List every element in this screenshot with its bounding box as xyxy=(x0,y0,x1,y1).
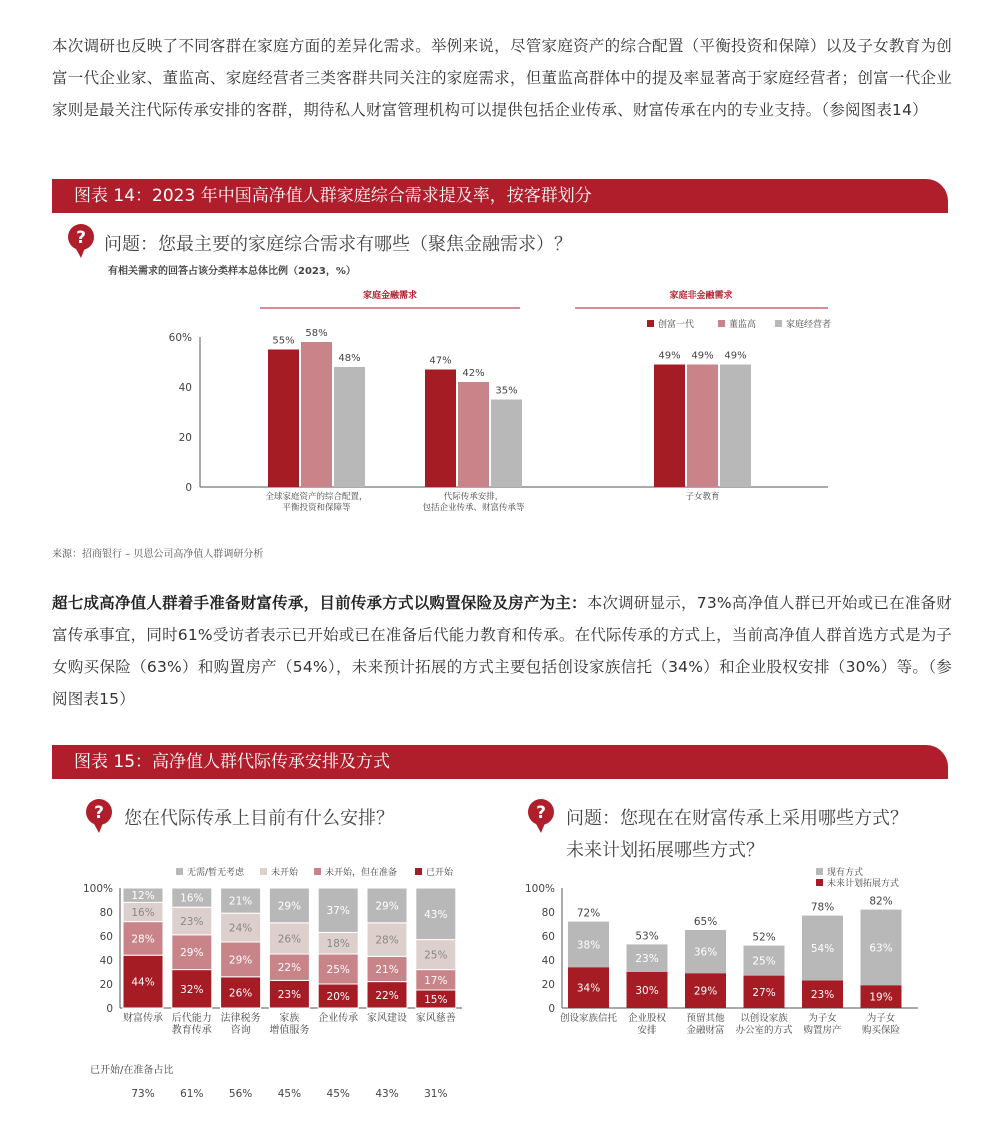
legend-label: 无需/暂无考虑 xyxy=(187,868,245,878)
category-label: 购买保险 xyxy=(861,1025,901,1036)
data-label: 15% xyxy=(424,994,448,1006)
category-label: 为子女 xyxy=(808,1013,837,1024)
total-label: 72% xyxy=(576,907,601,920)
data-label: 20% xyxy=(326,991,350,1003)
figure15-right-question-2: 未来计划拓展哪些方式？ xyxy=(566,840,764,861)
data-label: 29% xyxy=(375,900,399,913)
figure15-banner: 图表 15：高净值人群代际传承安排及方式 xyxy=(52,745,948,779)
data-label: 21% xyxy=(375,964,399,976)
category-label: 代际传承安排， xyxy=(443,492,504,502)
legend-label: 现有方式 xyxy=(827,868,864,878)
total-label: 65% xyxy=(693,916,718,928)
data-label: 43% xyxy=(424,908,448,921)
legend-swatch xyxy=(314,868,321,875)
data-label: 25% xyxy=(752,955,776,968)
data-label: 19% xyxy=(869,991,893,1004)
data-label: 34% xyxy=(576,982,601,995)
y-tick-label: 80 xyxy=(99,907,113,919)
body-paragraph-text: 本次调研显示，73%高净值人群已开始或已在准备财富传承事宜，同时61%受访者表示已开始或已在准备后代能力教育和传承。在代际传承的方式上，当前高净值人群首选方式是为子女购买保险（63%）和购置房产（54%），未来预计拓展的方式主要包括创设家族信托（34%）和企业股权安排（30%）等。（参阅图表15） xyxy=(52,594,952,708)
category-label: 安排 xyxy=(637,1025,657,1036)
total-label: 78% xyxy=(810,901,835,914)
legend-swatch xyxy=(775,320,782,327)
data-label: 32% xyxy=(180,983,204,996)
legend-swatch xyxy=(176,868,183,875)
data-label: 22% xyxy=(375,989,399,1002)
category-label: 后代能力 xyxy=(171,1013,212,1024)
y-tick-label: 100% xyxy=(82,883,113,895)
data-label: 12% xyxy=(131,890,155,903)
body-paragraph-lead: 超七成高净值人群着手准备财富传承，目前传承方式以购置保险及房产为主： xyxy=(52,594,587,612)
data-label: 21% xyxy=(228,895,253,908)
data-label: 30% xyxy=(635,985,659,997)
figure14-subtitle: 有相关需求的回答占该分类样本总体比例（2023，%） xyxy=(108,266,356,277)
data-label: 36% xyxy=(693,946,718,959)
data-label: 23% xyxy=(277,989,302,1002)
y-tick-label: 40 xyxy=(178,382,192,394)
category-label: 教育传承 xyxy=(171,1025,212,1036)
footer-value: 45% xyxy=(277,1088,302,1100)
category-label: 家风建设 xyxy=(367,1013,407,1024)
legend-label: 家庭经营者 xyxy=(786,320,832,330)
y-tick-label: 0 xyxy=(185,482,192,494)
data-label: 25% xyxy=(326,964,350,976)
footer-value: 43% xyxy=(375,1088,399,1100)
group-label-financial: 家庭金融需求 xyxy=(362,291,418,301)
y-tick-label: 100% xyxy=(524,883,555,895)
category-label: 平衡投资和保障等 xyxy=(282,503,351,513)
data-label: 27% xyxy=(752,986,776,999)
data-label: 48% xyxy=(338,353,361,364)
bar xyxy=(491,400,522,488)
data-label: 17% xyxy=(424,974,448,987)
y-tick-label: 0 xyxy=(548,1003,555,1015)
figure14-chart xyxy=(0,280,1000,520)
data-label: 49% xyxy=(658,350,681,362)
data-label: 55% xyxy=(272,335,295,347)
legend-swatch xyxy=(816,868,823,875)
data-label: 49% xyxy=(691,350,714,362)
footer-value: 45% xyxy=(326,1088,350,1100)
legend-label: 董监高 xyxy=(729,320,757,330)
bar xyxy=(301,342,332,487)
data-label: 37% xyxy=(326,905,350,918)
footer-value: 73% xyxy=(131,1088,155,1100)
footer-value: 61% xyxy=(180,1088,204,1100)
data-label: 29% xyxy=(693,985,718,998)
y-tick-label: 60% xyxy=(168,332,192,344)
category-label: 子女教育 xyxy=(685,492,720,502)
data-label: 29% xyxy=(277,900,302,913)
total-label: 53% xyxy=(635,930,659,943)
category-label: 家风慈善 xyxy=(415,1013,456,1024)
data-label: 42% xyxy=(462,368,485,379)
legend-label: 已开始 xyxy=(426,868,454,878)
body-paragraph xyxy=(52,587,952,715)
y-tick-label: 80 xyxy=(541,907,555,919)
y-tick-label: 20 xyxy=(99,979,113,991)
category-label: 家族 xyxy=(279,1013,300,1024)
intro-paragraph: 本次调研也反映了不同客群在家庭方面的差异化需求。举例来说，尽管家庭资产的综合配置（平衡投资和保障）以及子女教育为创富一代企业家、董监高、家庭经营者三类客群共同关注的家庭需求，但董监高群体中的提及率显著高于家庭经营者；创富一代企业家则是最关注代际传承安排的客群，期待私人财富管理机构可以提供包括企业传承、财富传承在内的专业支持。（参阅图表14） xyxy=(52,37,952,119)
category-label: 咨询 xyxy=(230,1025,251,1036)
figure15-right-question-1: 问题：您现在在财富传承上采用哪些方式？ xyxy=(566,808,908,829)
data-label: 63% xyxy=(869,942,893,955)
legend-label: 未开始 xyxy=(271,868,299,878)
bar xyxy=(654,365,685,488)
category-label: 包括企业传承、财富传承等 xyxy=(422,503,525,513)
total-label: 82% xyxy=(869,895,893,908)
data-label: 16% xyxy=(180,892,204,905)
legend-swatch xyxy=(647,320,654,327)
y-tick-label: 20 xyxy=(178,432,192,444)
bar xyxy=(687,365,718,488)
category-label: 预留其他 xyxy=(686,1013,725,1024)
data-label: 18% xyxy=(326,938,350,951)
category-label: 为子女 xyxy=(866,1013,896,1024)
category-label: 增值服务 xyxy=(269,1025,310,1036)
data-label: 28% xyxy=(131,933,155,946)
data-label: 47% xyxy=(429,355,452,367)
footer-value: 56% xyxy=(228,1088,253,1100)
legend-label: 创富一代 xyxy=(658,320,695,330)
y-tick-label: 40 xyxy=(541,955,555,967)
footer-value: 31% xyxy=(424,1088,448,1100)
data-label: 26% xyxy=(228,987,253,1000)
data-label: 54% xyxy=(810,943,835,955)
figure15-left-chart xyxy=(0,860,500,1100)
svg-text:?: ? xyxy=(94,803,104,823)
bar xyxy=(268,350,299,488)
y-tick-label: 60 xyxy=(541,931,555,943)
data-label: 26% xyxy=(277,933,302,946)
category-label: 以创设家族 xyxy=(740,1013,788,1024)
question-bubble-icon xyxy=(66,223,96,259)
data-label: 22% xyxy=(277,962,302,975)
question-bubble-icon xyxy=(84,798,114,834)
question-bubble-icon xyxy=(526,798,556,834)
total-label: 52% xyxy=(752,931,776,944)
data-label: 23% xyxy=(810,989,835,1002)
y-tick-label: 20 xyxy=(541,979,555,991)
data-label: 49% xyxy=(724,350,747,362)
category-label: 法律税务 xyxy=(220,1013,261,1024)
svg-text:?: ? xyxy=(536,803,546,823)
data-label: 29% xyxy=(228,954,253,967)
category-label: 创设家族信托 xyxy=(559,1013,618,1024)
category-label: 全球家庭资产的综合配置， xyxy=(265,492,368,502)
figure15-left-question: 您在代际传承上目前有什么安排？ xyxy=(124,808,394,829)
category-label: 财富传承 xyxy=(123,1013,163,1024)
data-label: 44% xyxy=(131,976,155,989)
legend-swatch xyxy=(718,320,725,327)
footer-label: 已开始/在准备占比 xyxy=(90,1065,174,1076)
data-label: 25% xyxy=(424,949,448,962)
figure14-question: 问题：您最主要的家庭综合需求有哪些（聚焦金融需求）？ xyxy=(104,234,572,255)
y-tick-label: 0 xyxy=(106,1003,113,1015)
legend-label: 未开始，但在准备 xyxy=(325,868,398,878)
data-label: 35% xyxy=(495,385,518,397)
bar xyxy=(720,365,751,488)
legend-swatch xyxy=(260,868,267,875)
y-tick-label: 60 xyxy=(99,931,113,943)
data-label: 23% xyxy=(635,953,659,966)
data-label: 28% xyxy=(375,934,399,947)
svg-text:?: ? xyxy=(76,228,86,248)
figure14-banner: 图表 14：2023 年中国高净值人群家庭综合需求提及率，按客群划分 xyxy=(52,179,948,213)
bar xyxy=(425,370,456,488)
category-label: 企业传承 xyxy=(318,1013,359,1024)
category-label: 购置房产 xyxy=(803,1025,842,1036)
category-label: 办公室的方式 xyxy=(735,1025,793,1036)
figure14-source: 来源：招商银行 – 贝恩公司高净值人群调研分析 xyxy=(52,549,264,560)
group-label-nonfinancial: 家庭非金融需求 xyxy=(669,291,733,301)
data-label: 24% xyxy=(228,922,253,935)
data-label: 58% xyxy=(305,328,328,339)
legend-label: 未来计划拓展方式 xyxy=(827,879,900,889)
category-label: 金融财富 xyxy=(686,1025,725,1036)
category-label: 企业股权 xyxy=(627,1013,667,1024)
data-label: 16% xyxy=(131,907,155,919)
bar xyxy=(334,367,365,487)
figure15-right-chart xyxy=(500,860,1000,1060)
data-label: 29% xyxy=(180,947,204,960)
bar xyxy=(458,382,489,487)
legend-swatch xyxy=(415,868,422,875)
legend-swatch xyxy=(816,879,823,886)
data-label: 38% xyxy=(576,939,601,952)
y-tick-label: 40 xyxy=(99,955,113,967)
data-label: 23% xyxy=(180,916,204,928)
